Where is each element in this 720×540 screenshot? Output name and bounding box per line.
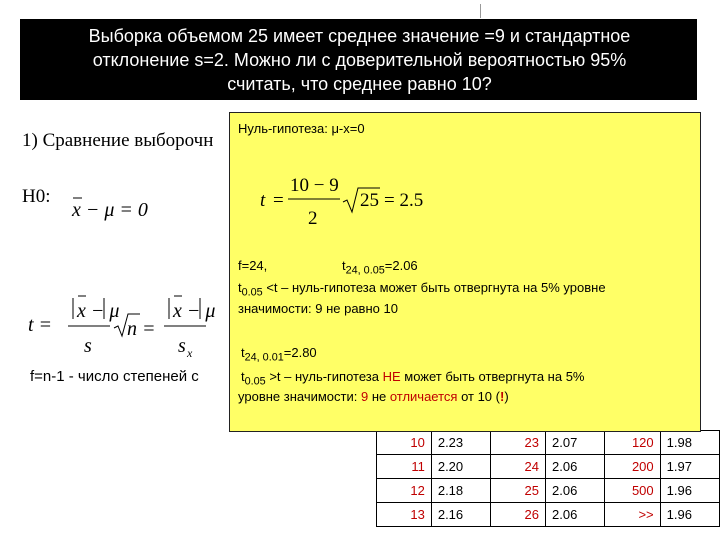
degrees-of-freedom: f=24, (238, 258, 268, 273)
table-row (377, 455, 720, 479)
t-value-cell: 1.97 (660, 455, 719, 479)
svg-text:s: s (178, 335, 186, 357)
t-value-cell: 2.06 (546, 503, 605, 527)
t-value-cell: 1.96 (660, 503, 719, 527)
null-hypothesis: Нуль-гипотеза: μ-x=0 (238, 121, 365, 136)
formula-denominator: 2 (308, 208, 318, 229)
t-value-cell: 2.20 (431, 455, 490, 479)
problem-line-3: считать, что среднее равно 10? (227, 74, 492, 94)
svg-text:x − μ: x − μ (77, 300, 120, 322)
df-cell: 120 (605, 431, 660, 455)
table-row (377, 479, 720, 503)
problem-line-1: Выборка объемом 25 имеет среднее значение =9 и стандартное (88, 26, 631, 46)
h0-label: H0: (22, 186, 51, 207)
conclusion-2: $t_{0.05} >t$ – нуль-гипотеза НЕ может быть отвергнута на 5% (241, 369, 585, 388)
t-value-cell: 2.16 (431, 503, 490, 527)
table-row (377, 503, 720, 527)
svg-text:n =: n = (127, 318, 156, 340)
h0-formula (60, 188, 160, 228)
df-cell: 12 (377, 479, 432, 503)
solution-box (229, 112, 701, 432)
t-value-cell: 2.06 (546, 455, 605, 479)
t-distribution-table (376, 430, 720, 527)
h0-formula-text: x − μ = 0 (72, 199, 148, 221)
svg-text:=: = (273, 190, 284, 211)
conclusion-1: $t_{0.05} <t$ – нуль-гипотеза может быть отвергнута на 5% уровне (238, 280, 606, 299)
degrees-of-freedom-note: f=n-1 - число степеней с (30, 368, 199, 385)
df-cell: 11 (377, 455, 432, 479)
problem-statement-box (20, 19, 697, 100)
svg-text:s: s (84, 335, 92, 357)
t-value-cell: 1.98 (660, 431, 719, 455)
df-cell: 200 (605, 455, 660, 479)
df-cell: 13 (377, 503, 432, 527)
df-cell: 23 (491, 431, 546, 455)
svg-text:t =: t = (28, 314, 53, 336)
conclusion-2-line-2: уровне значимости: 9 не отличается от 10 (!) (238, 389, 509, 404)
df-cell: 10 (377, 431, 432, 455)
problem-line-2: отклонение s=2. Можно ли с доверительной вероятностью 95% (92, 50, 627, 70)
t-value-cell: 1.96 (660, 479, 719, 503)
df-cell: 26 (491, 503, 546, 527)
df-cell: 500 (605, 479, 660, 503)
formula-numerator: 10 − 9 (290, 175, 339, 196)
t-value-cell: 2.06 (546, 479, 605, 503)
conclusion-1-line-2: значимости: 9 не равно 10 (238, 301, 398, 316)
t-value-cell: 2.18 (431, 479, 490, 503)
formula-radicand: 25 (360, 190, 379, 211)
svg-text:x: x (187, 346, 193, 360)
table-row (377, 431, 720, 455)
background-chart-fragment (480, 4, 691, 18)
t-critical-001: $t_{24, 0.01}=2.80$ (241, 345, 317, 364)
df-cell: 25 (491, 479, 546, 503)
t-computation-formula (258, 169, 458, 231)
formula-result: = 2.5 (384, 190, 424, 211)
svg-text:x − μ: x − μ (173, 300, 216, 322)
formula-lhs: t (260, 190, 266, 211)
df-cell: 24 (491, 455, 546, 479)
background-heading: 1) Сравнение выборочн (22, 130, 214, 151)
t-value-cell: 2.07 (546, 431, 605, 455)
t-critical-005: $t_{24, 0.05}=2.06$ (342, 258, 418, 277)
t-value-cell: 2.23 (431, 431, 490, 455)
df-cell: >> (605, 503, 660, 527)
t-statistic-formula (28, 290, 238, 365)
